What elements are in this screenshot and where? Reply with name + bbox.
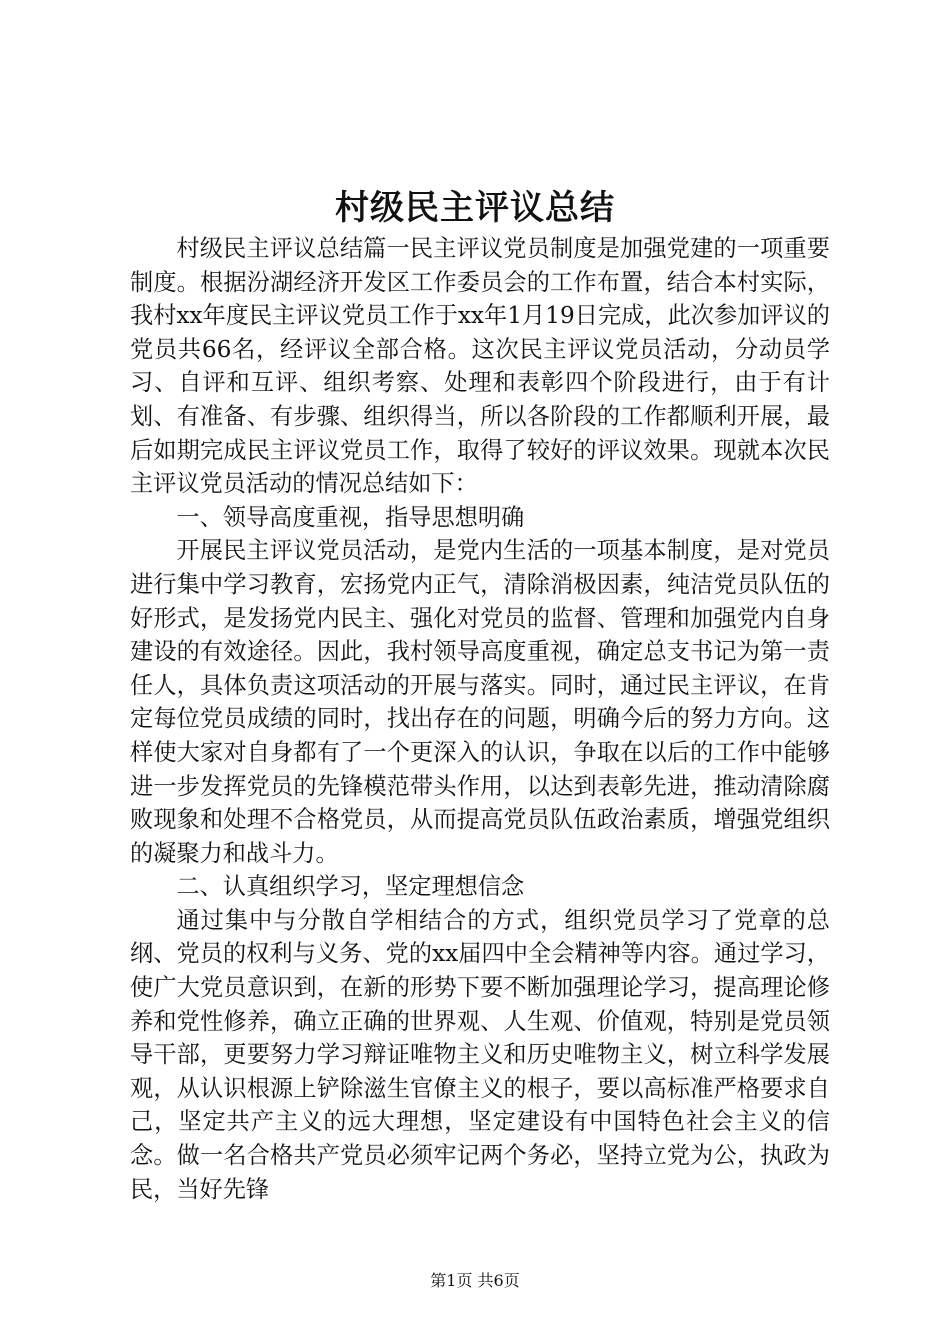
- section-heading-1: 一、领导高度重视，指导思想明确: [176, 503, 525, 531]
- page-footer: 第1页 共6页: [430, 1271, 520, 1290]
- paragraph-intro: 村级民主评议总结篇一民主评议党员制度是加强党建的一项重要制度。根据汾湖经济开发区工作委员会的工作布置，结合本村实际，我村xx年度民主评议党员工作于xx年1月19日完成，此次参加评议的党员共66名，经评议全部合格。这次民主评议党员活动，分动员学习、自评和互评、组织考察、处理和表彰四个阶段进行，由于有计划、有准备、有步骤、组织得当，所以各阶段的工作都顺利开展，最后如期完成民主评议党员工作，取得了较好的评议效果。现就本次民主评议党员活动的情况总结如下：: [130, 235, 830, 498]
- document-body: [130, 232, 830, 1206]
- section-heading-2: 二、认真组织学习，坚定理想信念: [176, 873, 525, 901]
- document-title: 村级民主评议总结: [335, 188, 615, 228]
- paragraph-section-1: 开展民主评议党员活动，是党内生活的一项基本制度，是对党员进行集中学习教育，宏扬党内正气，清除消极因素，纯洁党员队伍的好形式，是发扬党内民主、强化对党员的监督、管理和加强党内自身建设的有效途径。因此，我村领导高度重视，确定总支书记为第一责任人，具体负责这项活动的开展与落实。同时，通过民主评议，在肯定每位党员成绩的同时，找出存在的问题，明确今后的努力方向。这样使大家对自身都有了一个更深入的认识，争取在以后的工作中能够进一步发挥党员的先锋模范带头作用，以达到表彰先进，推动清除腐败现象和处理不合格党员，从而提高党员队伍政治素质，增强党组织的凝聚力和战斗力。: [130, 537, 830, 867]
- paragraph-section-2: 通过集中与分散自学相结合的方式，组织党员学习了党章的总纲、党员的权利与义务、党的xx届四中全会精神等内容。通过学习，使广大党员意识到，在新的形势下要不断加强理论学习，提高理论修养和党性修养，确立正确的世界观、人生观、价值观，特别是党员领导干部，更要努力学习辩证唯物主义和历史唯物主义，树立科学发展观，从认识根源上铲除滋生官僚主义的根子，要以高标准严格要求自己，坚定共产主义的远大理想，坚定建设有中国特色社会主义的信念。做一名合格共产党员必须牢记两个务必，坚持立党为公，执政为民，当好先锋: [130, 906, 830, 1203]
